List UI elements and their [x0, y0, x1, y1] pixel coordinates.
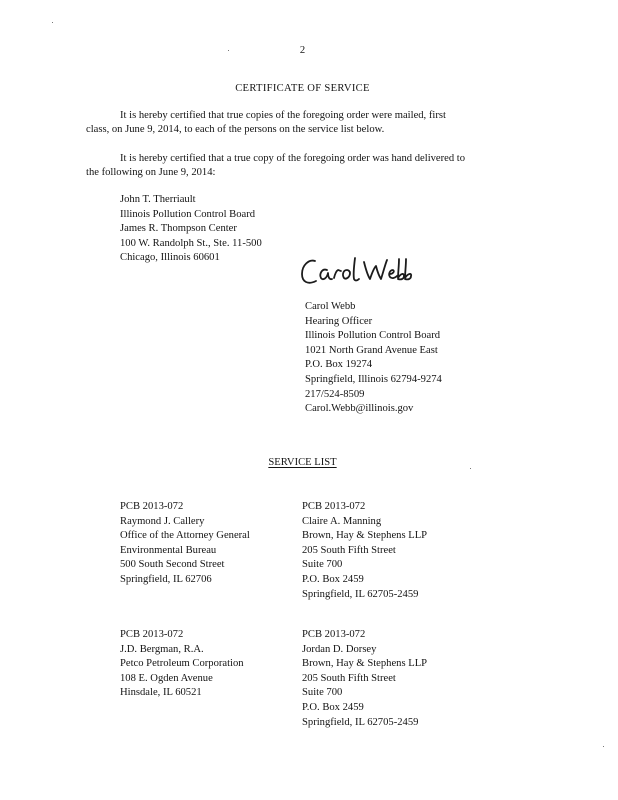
certificate-title: CERTIFICATE OF SERVICE: [235, 83, 370, 94]
entry-case-number: PCB 2013-072: [120, 501, 184, 512]
handwritten-signature: [298, 252, 414, 297]
entry-suite: Suite 700: [302, 559, 343, 571]
recipient-city: Chicago, Illinois 60601: [120, 252, 220, 264]
entry-case-number: PCB 2013-072: [120, 629, 184, 640]
recipient-name: John T. Therriault: [120, 194, 196, 205]
entry-department: Environmental Bureau: [120, 544, 217, 556]
mailed-paragraph: [86, 109, 516, 136]
entry-org: Petco Petroleum Corporation: [120, 658, 244, 670]
entry-street: 205 South Fifth Street: [302, 672, 396, 684]
recipient-building: James R. Thompson Center: [120, 223, 237, 235]
entry-street: 205 South Fifth Street: [302, 544, 396, 556]
signer-block: [305, 300, 442, 417]
entry-city: Springfield, IL 62705-2459: [302, 716, 419, 728]
entry-suite: Suite 700: [302, 687, 343, 699]
scan-speck: [603, 746, 604, 747]
signer-name: Carol Webb: [305, 301, 356, 312]
signer-po-box: P.O. Box 19274: [305, 359, 373, 371]
scan-speck: [52, 22, 53, 23]
recipient-org: Illinois Pollution Control Board: [120, 208, 256, 220]
service-list-title: SERVICE LIST: [268, 457, 337, 468]
signer-org: Illinois Pollution Control Board: [305, 330, 441, 342]
page-number: 2: [299, 45, 306, 56]
signer-street: 1021 North Grand Avenue East: [305, 344, 438, 356]
entry-case-number: PCB 2013-072: [302, 501, 366, 512]
recipient-street: 100 W. Randolph St., Ste. 11-500: [120, 237, 262, 249]
entry-city: Springfield, IL 62705-2459: [302, 588, 419, 600]
hand-line-1: It is hereby certified that a true copy of the foregoing order was hand delivered to: [120, 153, 466, 164]
service-entry: [120, 500, 250, 588]
service-entry: [120, 628, 244, 701]
hand-delivery-recipient: [120, 193, 262, 266]
entry-org: Brown, Hay & Stephens LLP: [302, 530, 428, 542]
service-entry: [302, 628, 427, 730]
entry-street: 500 South Second Street: [120, 559, 225, 571]
entry-city: Hinsdale, IL 60521: [120, 687, 202, 699]
mailed-line-1: It is hereby certified that true copies of the foregoing order were mailed, first: [120, 110, 446, 121]
signer-email: Carol.Webb@illinois.gov: [305, 403, 414, 415]
entry-po-box: P.O. Box 2459: [302, 701, 364, 713]
mailed-line-2: class, on June 9, 2014, to each of the persons on the service list below.: [86, 123, 385, 135]
entry-po-box: P.O. Box 2459: [302, 573, 364, 585]
entry-name: Jordan D. Dorsey: [302, 643, 377, 655]
entry-org: Office of the Attorney General: [120, 530, 250, 542]
entry-street: 108 E. Ogden Avenue: [120, 672, 213, 684]
hand-line-2: the following on June 9, 2014:: [86, 166, 216, 178]
entry-name: Claire A. Manning: [302, 515, 382, 527]
signer-phone: 217/524-8509: [305, 388, 365, 400]
entry-case-number: PCB 2013-072: [302, 629, 366, 640]
entry-org: Brown, Hay & Stephens LLP: [302, 658, 428, 670]
service-entry: [302, 500, 427, 602]
entry-city: Springfield, IL 62706: [120, 573, 212, 585]
signer-city: Springfield, Illinois 62794-9274: [305, 373, 442, 385]
entry-name: Raymond J. Callery: [120, 515, 205, 527]
hand-delivered-paragraph: [86, 152, 516, 179]
entry-name: J.D. Bergman, R.A.: [120, 643, 204, 655]
signer-role: Hearing Officer: [305, 315, 373, 327]
